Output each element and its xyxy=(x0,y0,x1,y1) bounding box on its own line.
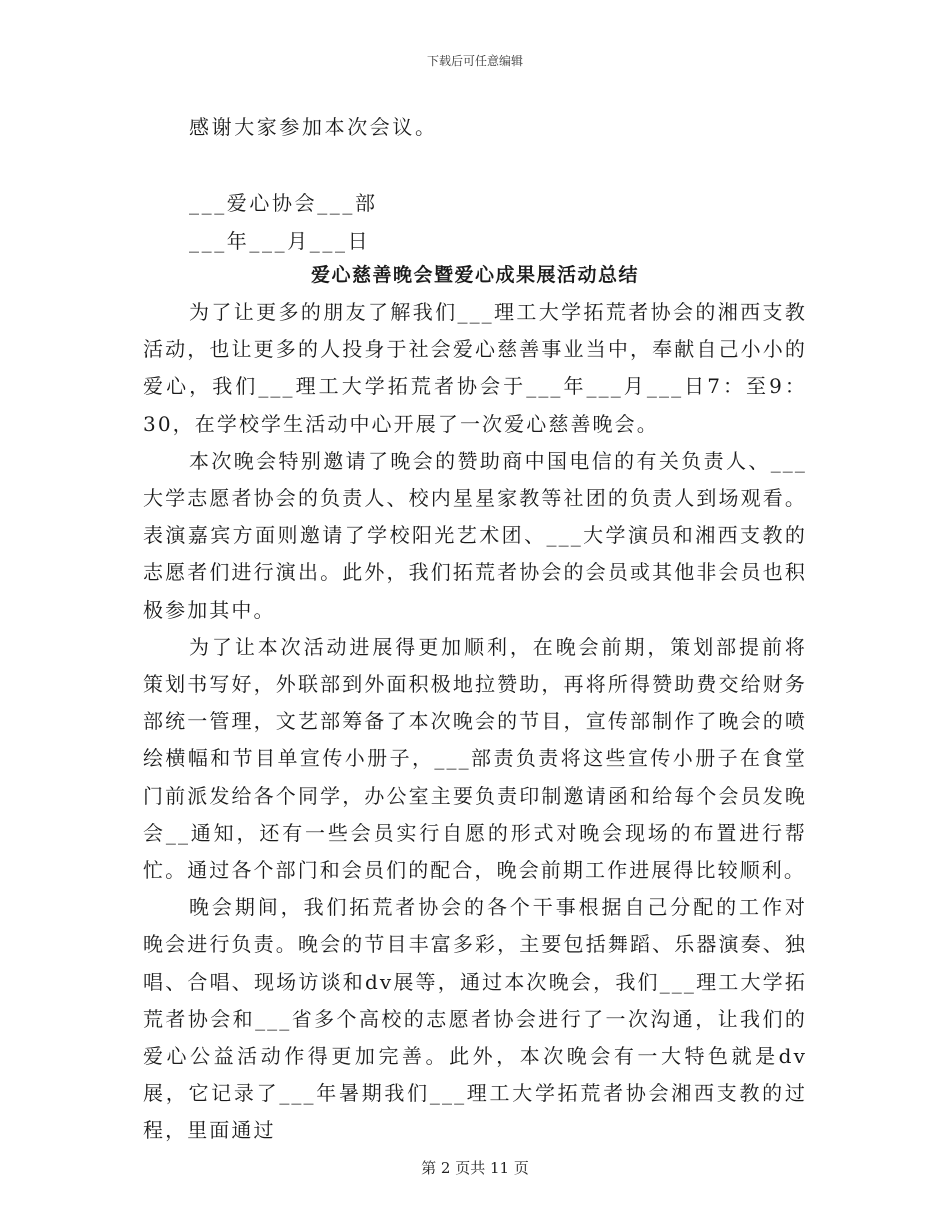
paragraph-1: 为了让更多的朋友了解我们___理工大学拓荒者协会的湘西支教活动，也让更多的人投身于社会爱心慈善事业当中，奉献自己小小的爱心，我们___理工大学拓荒者协会于___年___月___日7：至9：30，在学校学生活动中心开展了一次爱心慈善晚会。 xyxy=(143,300,807,436)
spacer xyxy=(143,146,807,184)
page-number-footer: 第 2 页共 11 页 xyxy=(421,1159,529,1177)
paragraph-3: 为了让本次活动进展得更加顺利，在晚会前期，策划部提前将策划书写好，外联部到外面积极地拉赞助，再将所得赞助费交给财务部统一管理，文艺部筹备了本次晚会的节目，宣传部制作了晚会的喷绘横幅和节目单宣传小册子，___部责负责将这些宣传小册子在食堂门前派发给各个同学，办公室主要负责印制邀请函和给每个会员发晚会__通知，还有一些会员实行自愿的形式对晚会现场的布置进行帮忙。通过各个部门和会员们的配合，晚会前期工作进展得比较顺利。 xyxy=(143,634,807,883)
article-title: 爱心慈善晚会暨爱心成果展活动总结 xyxy=(310,264,639,286)
paragraph-2: 本次晚会特别邀请了晚会的赞助商中国电信的有关负责人、___大学志愿者协会的负责人、校内星星家教等社团的负责人到场观看。表演嘉宾方面则邀请了学校阳光艺术团、___大学演员和湘西支教的志愿者们进行演出。此外，我们拓荒者协会的会员或其他非会员也积极参加其中。 xyxy=(143,448,807,622)
paragraph-4: 晚会期间，我们拓荒者协会的各个干事根据自己分配的工作对晚会进行负责。晚会的节目丰富多彩，主要包括舞蹈、乐器演奏、独唱、合唱、现场访谈和dv展等，通过本次晚会，我们___理工大学拓荒者协会和___省多个高校的志愿者协会进行了一次沟通，让我们的爱心公益活动作得更加完善。此外，本次晚会有一大特色就是dv展，它记录了___年暑期我们___理工大学拓荒者协会湘西支教的过程，里面通过 xyxy=(143,895,807,1143)
header-note: 下载后可任意编辑 xyxy=(426,54,523,68)
document-body xyxy=(143,108,807,1150)
signature-organization: ___爱心协会___部 xyxy=(189,191,378,215)
signature-date: ___年___月___日 xyxy=(189,229,371,253)
closing-thanks: 感谢大家参加本次会议。 xyxy=(189,115,438,139)
